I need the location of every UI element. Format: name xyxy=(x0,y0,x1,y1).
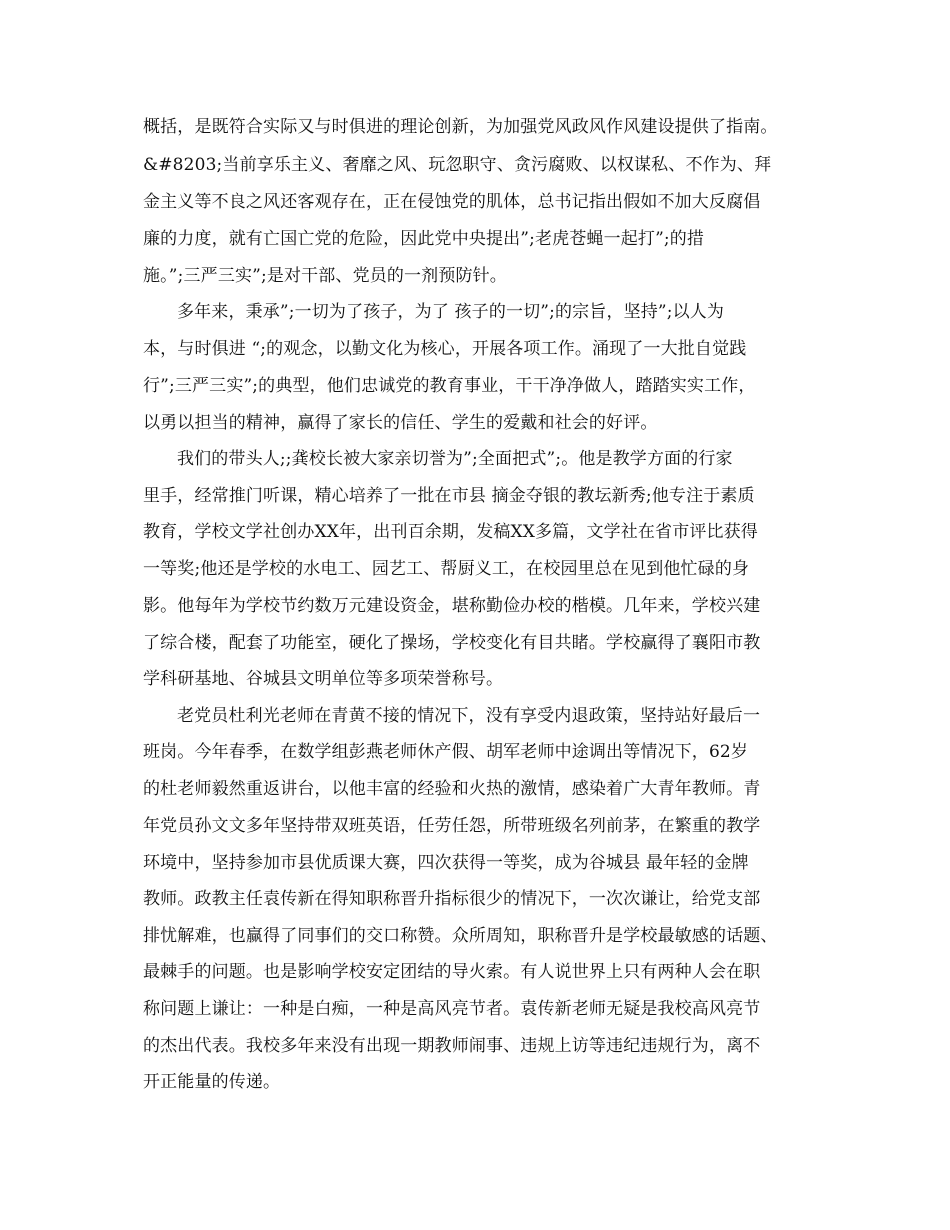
paragraph-3-line-3: 教育，学校文学社创办XX年，出刊百余期，发稿XX多篇，文学社在省市评比获得 xyxy=(143,522,758,542)
paragraph-3-line-5: 影。他每年为学校节约数万元建设资金，堪称勤俭办校的楷模。几年来，学校兴建 xyxy=(143,596,761,616)
paragraph-2-line-1: 多年来，秉承”;一切为了孩子，为了 孩子的一切”;的宗旨，坚持”;以人为 xyxy=(177,302,725,322)
paragraph-1-line-4: 廉的力度，就有亡国亡党的危险，因此党中央提出”;老虎苍蝇一起打”;的措 xyxy=(143,229,705,249)
paragraph-3-line-7: 学科研基地、谷城县文明单位等多项荣誉称号。 xyxy=(143,669,504,689)
paragraph-4-line-8: 最棘手的问题。也是影响学校安定团结的导火索。有人说世界上只有两种人会在职 xyxy=(143,962,761,982)
paragraph-4-line-2: 班岗。今年春季，在数学组彭燕老师休产假、胡军老师中途调出等情况下，62岁 xyxy=(143,742,749,762)
paragraph-2-line-2: 本，与时俱进 “;的观念，以勤文化为核心，开展各项工作。涌现了一大批自觉践 xyxy=(143,339,747,359)
paragraph-4-line-9: 称问题上谦让：一种是白痴，一种是高风亮节者。袁传新老师无疑是我校高风亮节 xyxy=(143,999,761,1019)
paragraph-3-line-4: 一等奖;他还是学校的水电工、园艺工、帮厨义工，在校园里总在见到他忙碌的身 xyxy=(143,559,750,579)
paragraph-4-line-11: 开正能量的传递。 xyxy=(143,1072,281,1092)
paragraph-4-line-1: 老党员杜利光老师在青黄不接的情况下，没有享受内退政策，坚持站好最后一 xyxy=(177,706,761,726)
paragraph-4-line-10: 的杰出代表。我校多年来没有出现一期教师闹事、违规上访等违纪违规行为，离不 xyxy=(143,1036,761,1056)
paragraph-4-line-3: 的杜老师毅然重返讲台，以他丰富的经验和火热的激情，感染着广大青年教师。青 xyxy=(143,779,761,799)
paragraph-1-line-2: &#8203;当前享乐主义、奢靡之风、玩忽职守、贪污腐败、以权谋私、不作为、拜 xyxy=(143,155,772,175)
paragraph-1-line-3: 金主义等不良之风还客观存在，正在侵蚀党的肌体，总书记指出假如不加大反腐倡 xyxy=(143,192,761,212)
paragraph-1-line-1: 概括，是既符合实际又与时俱进的理论创新，为加强党风政风作风建设提供了指南。 xyxy=(143,117,778,137)
paragraph-1-line-5: 施。”;三严三实”;是对干部、党员的一剂预防针。 xyxy=(143,266,507,286)
paragraph-2-line-3: 行”;三严三实”;的典型，他们忠诚党的教育事业，干干净净做人，踏踏实实工作， xyxy=(143,376,756,396)
paragraph-3-line-6: 了综合楼，配套了功能室，硬化了操场，学校变化有目共睹。学校赢得了襄阳市教 xyxy=(143,633,761,653)
paragraph-3-line-2: 里手，经常推门听课，精心培养了一批在市县 摘金夺银的教坛新秀;他专注于素质 xyxy=(143,486,755,506)
paragraph-4-line-7: 排忧解难，也赢得了同事们的交口称赞。众所周知，职称晋升是学校最敏感的话题、 xyxy=(143,926,778,946)
paragraph-3-line-1: 我们的带头人;;龚校长被大家亲切誉为”;全面把式”;。他是教学方面的行家 xyxy=(177,449,733,469)
paragraph-4-line-4: 年党员孙文文多年坚持带双班英语，任劳任怨，所带班级名列前茅，在繁重的教学 xyxy=(143,816,761,836)
paragraph-4-line-5: 环境中，坚持参加市县优质课大赛，四次获得一等奖，成为谷城县 最年轻的金牌 xyxy=(143,853,749,873)
paragraph-4-line-6: 教师。政教主任袁传新在得知职称晋升指标很少的情况下，一次次谦让，给党支部 xyxy=(143,889,761,909)
paragraph-2-line-4: 以勇以担当的精神，赢得了家长的信任、学生的爱戴和社会的好评。 xyxy=(143,413,658,433)
